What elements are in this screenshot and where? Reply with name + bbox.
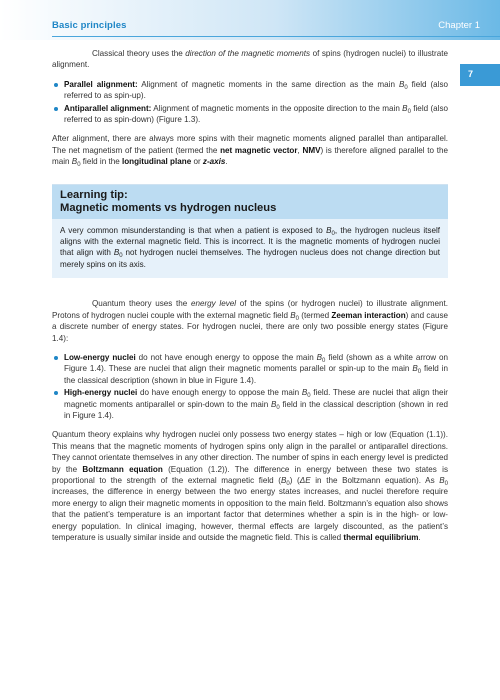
page-number: 7 [468, 69, 474, 79]
learning-tip-body: A very common misunderstanding is that when a patient is exposed to $B_0$, the hydrogen nucleus itself aligns with the external magnetic field. This is incorrect. It is the magnetic moments of hydrogen nuclei that align with $B_0$ not hydrogen nuclei themselves. The hydrogen nucleus does not change direction but merely spins on its axis. [60, 225, 440, 269]
quantum-intro-paragraph: Quantum theory uses the energy level of the spins (or hydrogen nuclei) to illustrate alignment. Protons of hydrogen nuclei couple with the external magnetic field $B_0$ (termed Zeeman interaction) and cause a discrete number of energy states. For hydrogen nuclei, there are only two possible energy states (Figure 1.4): [52, 299, 448, 343]
quantum-explain-paragraph: Quantum theory explains why hydrogen nuclei only possess two energy states – high or low (Equation (1.1)). This means that the magnetic moments of hydrogen spins only align in the parallel or antiparallel directions. They cannot orientate themselves in any other direction. The number of spins in each energy level is predicted by the Boltzmann equation (Equation (1.2)). The difference in energy between these two states is proportional to the strength of the external magnetic field $(B_0)$ (ΔE in the Boltzmann equation). As $B_0$ increases, the difference in energy between the two energy states increases, and nuclei therefore require more energy to align their magnetic moments in opposition to the main field. Boltzmann’s equation also shows that the patient’s temperature is an important factor that determines whether a spin is in the high- or low-energy population. In clinical imaging, however, thermal effects are largely discounted, as the patient’s temperature is usually similar inside and outside the magnetic field. This is called thermal equilibrium. [52, 430, 449, 542]
bullet-icon [54, 356, 58, 360]
learning-tip-title: Learning tip: Magnetic moments vs hydrogen nucleus [52, 185, 448, 219]
page-content [52, 48, 448, 551]
bullet-icon [54, 83, 58, 87]
alignment-list [52, 79, 448, 126]
bullet-icon [54, 391, 58, 395]
list-item: High-energy nuclei do have enough energy to oppose the main $B_0$ field. These are nuclei that align their magnetic moments antiparallel or spin-down to the main $B_0$ field in the classical description (shown in red in Figure 1.4). [52, 387, 448, 421]
page-number-tab [460, 64, 500, 86]
list-item: Antiparallel alignment: Alignment of magnetic moments in the opposite direction to the main $B_0$ field (also referred to as spin-down) (Figure 1.3). [52, 103, 448, 126]
intro-paragraph: Classical theory uses the direction of the magnetic moments of spins (hydrogen nuclei) to illustrate alignment. [52, 49, 448, 70]
list-item: Parallel alignment: Alignment of magnetic moments in the same direction as the main $B_0$ field (also referred to as spin-up). [52, 79, 448, 102]
net-magnetism-paragraph: After alignment, there are always more spins with their magnetic moments aligned parallel than antiparallel. The net magnetism of the patient (termed the net magnetic vector, NMV) is therefore aligned parallel to the main $B_0$ field in the longitudinal plane or z-axis. [52, 134, 448, 169]
list-item: Low-energy nuclei do not have enough energy to oppose the main $B_0$ field (shown as a white arrow on Figure 1.4). These are nuclei that align their magnetic moments parallel or spin-up to the main $B_0$ field in the classical description (shown in blue in Figure 1.4). [52, 352, 448, 386]
bullet-icon [54, 107, 58, 111]
energy-list [52, 352, 448, 421]
chapter-label: Chapter 1 [438, 20, 480, 31]
header-rule [52, 36, 500, 37]
page-header [0, 0, 500, 40]
learning-tip-box [52, 184, 448, 279]
section-title: Basic principles [52, 20, 127, 31]
